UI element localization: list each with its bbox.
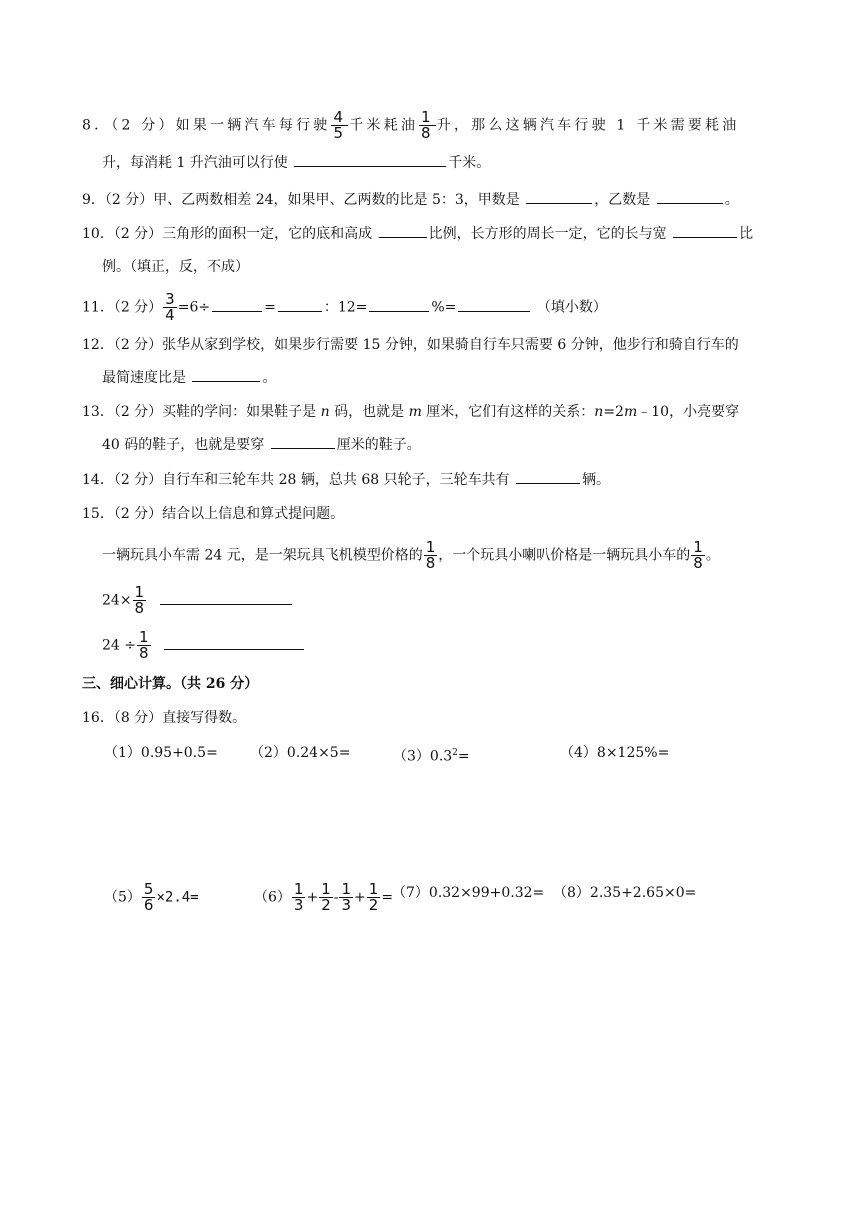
q15-info-c: 。 <box>705 547 720 564</box>
q13-text-a: 13．（2 分）买鞋的学问：如果鞋子是 <box>82 404 317 420</box>
q12-blank[interactable] <box>192 367 260 382</box>
q16-item-3-tail: = <box>457 748 470 765</box>
q13-eq-tail: ﹣10，小亮要穿 <box>637 404 740 420</box>
q16-item-7-text: （7）0.32×99+0.32= <box>392 885 545 901</box>
q8-mid: 千米耗油 <box>349 117 419 134</box>
q15-info-b: ，一个玩具小喇叭价格是一辆玩具小车的 <box>438 547 691 564</box>
q11-text-b: =6÷ <box>177 299 211 316</box>
q14-text-a: 14．（2 分）自行车和三轮车共 28 辆，总共 68 只轮子，三轮车共有 <box>82 472 510 488</box>
q10-text-b: 比例，长方形的周长一定，它的长与宽 <box>428 226 667 242</box>
q16-item-8 <box>553 882 696 904</box>
q16-item-5-fraction: $\frac{5}{6}$ <box>143 880 154 914</box>
q11-text-d: ：12= <box>323 299 368 316</box>
q14-blank[interactable] <box>516 469 580 484</box>
q10-line2 <box>102 256 249 278</box>
q15-head-text: 15．（2 分）结合以上信息和算式提问题。 <box>82 506 345 522</box>
q16-item-6-label: （6） <box>254 889 291 906</box>
q9-text-a: 9．（2 分）甲、乙两数相差 24，如果甲、乙两数的比是 5：3，甲数是 <box>82 192 520 208</box>
q13-text-b: 码，也就是 <box>334 404 405 420</box>
q16-item-3 <box>393 742 470 768</box>
q13-text-c: 厘米，它们有这样的关系： <box>426 404 595 420</box>
q16-head <box>82 707 246 729</box>
q15-head <box>82 503 344 525</box>
q12-line2 <box>102 367 276 389</box>
q16-item-5-tail: ×2.4= <box>156 889 199 906</box>
q10-text-c: 比 <box>739 226 754 242</box>
q12-line1 <box>82 334 739 356</box>
q16-item-8-text: （8）2.35+2.65×0= <box>553 885 697 901</box>
q16-item-6-fraction-4: $\frac{1}{2}$ <box>368 880 379 914</box>
q15-expr2-fraction: $\frac{1}{8}$ <box>139 628 149 662</box>
q8-line2-a: 升，每消耗 1 升汽油可以行使 <box>102 155 288 171</box>
q15-expr1 <box>102 585 294 616</box>
q13-var-m: m <box>408 404 422 420</box>
q15-info-fraction-1: $\frac{1}{8}$ <box>425 538 436 572</box>
q13-blank[interactable] <box>271 434 335 449</box>
q16-head-text: 16．（8 分）直接写得数。 <box>82 710 247 726</box>
q16-item-3-exponent: 2 <box>452 748 458 758</box>
q16-item-6-plus-2: + <box>354 889 366 906</box>
q16-item-4 <box>560 742 669 764</box>
q10-blank-1[interactable] <box>379 223 427 238</box>
q9-text-b: ，乙数是 <box>594 192 651 208</box>
q9-text-c: 。 <box>724 192 739 208</box>
q9-blank-1[interactable] <box>526 189 592 204</box>
q16-item-1-text: （1）0.95+0.5= <box>104 745 218 761</box>
q16-item-5-label: （5） <box>104 889 141 906</box>
q10-line1 <box>82 223 753 245</box>
q16-item-6 <box>254 882 393 913</box>
q13-eq-mid: =2 <box>603 404 624 420</box>
q13-line2 <box>102 434 421 456</box>
q10-blank-2[interactable] <box>673 223 737 238</box>
q16-item-4-text: （4）8×125%= <box>560 745 670 761</box>
q8-fraction-2: $\frac{1}{8}$ <box>421 108 434 142</box>
q8-line2 <box>102 152 490 174</box>
q14-text-b: 辆。 <box>582 472 611 488</box>
q13-eq-n: n <box>594 404 604 420</box>
q15-expr2 <box>102 630 306 661</box>
q12-line2-a: 最简速度比是 <box>102 370 186 386</box>
q9-line <box>82 189 739 211</box>
q13-eq-m: m <box>623 404 638 420</box>
q8-fraction-1: $\frac{4}{5}$ <box>333 108 347 142</box>
q10-line2: 例。（填正，反，不成） <box>102 259 249 275</box>
q13-var-n: n <box>320 404 330 420</box>
q11-blank-2[interactable] <box>278 297 322 312</box>
q11-fraction: $\frac{3}{4}$ <box>165 290 175 324</box>
q11-text-e: %= <box>431 299 457 316</box>
q16-item-6-equals: = <box>381 889 394 906</box>
q11-line <box>82 292 607 323</box>
q14-line <box>82 469 610 491</box>
q13-line2-a: 40 码的鞋子，也就是要穿 <box>102 437 265 453</box>
q15-expr2-blank[interactable] <box>164 635 304 650</box>
q16-item-3-text: （3）0.3 <box>393 748 453 765</box>
q16-item-7 <box>392 882 544 904</box>
q16-item-6-minus: - <box>333 889 339 906</box>
q16-item-6-fraction-1: $\frac{1}{3}$ <box>293 880 304 914</box>
q11-blank-3[interactable] <box>369 297 429 312</box>
q15-expr1-blank[interactable] <box>160 590 292 605</box>
q16-item-6-fraction-2: $\frac{1}{2}$ <box>321 880 331 914</box>
q15-expr1-fraction: $\frac{1}{8}$ <box>134 583 145 617</box>
q15-info-fraction-2: $\frac{1}{8}$ <box>693 538 703 572</box>
q9-blank-2[interactable] <box>657 189 723 204</box>
q16-item-2 <box>250 742 350 764</box>
q15-info <box>102 540 720 571</box>
q16-item-2-text: （2）0.24×5= <box>250 745 351 761</box>
q8-answer-blank[interactable] <box>294 152 446 167</box>
q11-blank-1[interactable] <box>212 297 262 312</box>
q11-blank-4[interactable] <box>458 297 530 312</box>
q12-line2-b: 。 <box>262 370 277 386</box>
q8-tail: 升，那么这辆汽车行驶 1 千米需要耗油 <box>436 117 740 134</box>
section-3-heading <box>82 673 258 695</box>
q16-item-6-fraction-3: $\frac{1}{3}$ <box>341 880 352 914</box>
q8-line2-b: 千米。 <box>448 155 491 171</box>
q10-text-a: 10．（2 分）三角形的面积一定，它的底和高成 <box>82 226 373 242</box>
q13-line2-b: 厘米的鞋子。 <box>336 437 421 453</box>
q15-expr2-text: 24 ÷ <box>102 637 136 654</box>
q16-item-6-plus-1: + <box>306 889 319 906</box>
q13-line1 <box>82 401 739 423</box>
q12-line1: 12．（2 分）张华从家到学校，如果步行需要 15 分钟，如果骑自行车只需要 6 分钟，他步行和骑自行车的 <box>82 337 739 353</box>
q8-head: 8．（2 分）如果一辆汽车每行驶 <box>82 117 331 134</box>
q16-item-1 <box>104 742 218 764</box>
q16-item-5 <box>104 882 199 913</box>
q11-text-f: （填小数） <box>536 299 607 316</box>
q15-info-a: 一辆玩具小车需 24 元，是一架玩具飞机模型价格的 <box>102 547 423 564</box>
q8-line1 <box>82 110 739 141</box>
q11-text-c: = <box>264 299 276 316</box>
section-3-title: 三、细心计算。（共 26 分） <box>82 676 259 692</box>
q11-text-a: 11．（2 分） <box>82 299 163 316</box>
q15-expr1-text: 24× <box>102 592 132 609</box>
